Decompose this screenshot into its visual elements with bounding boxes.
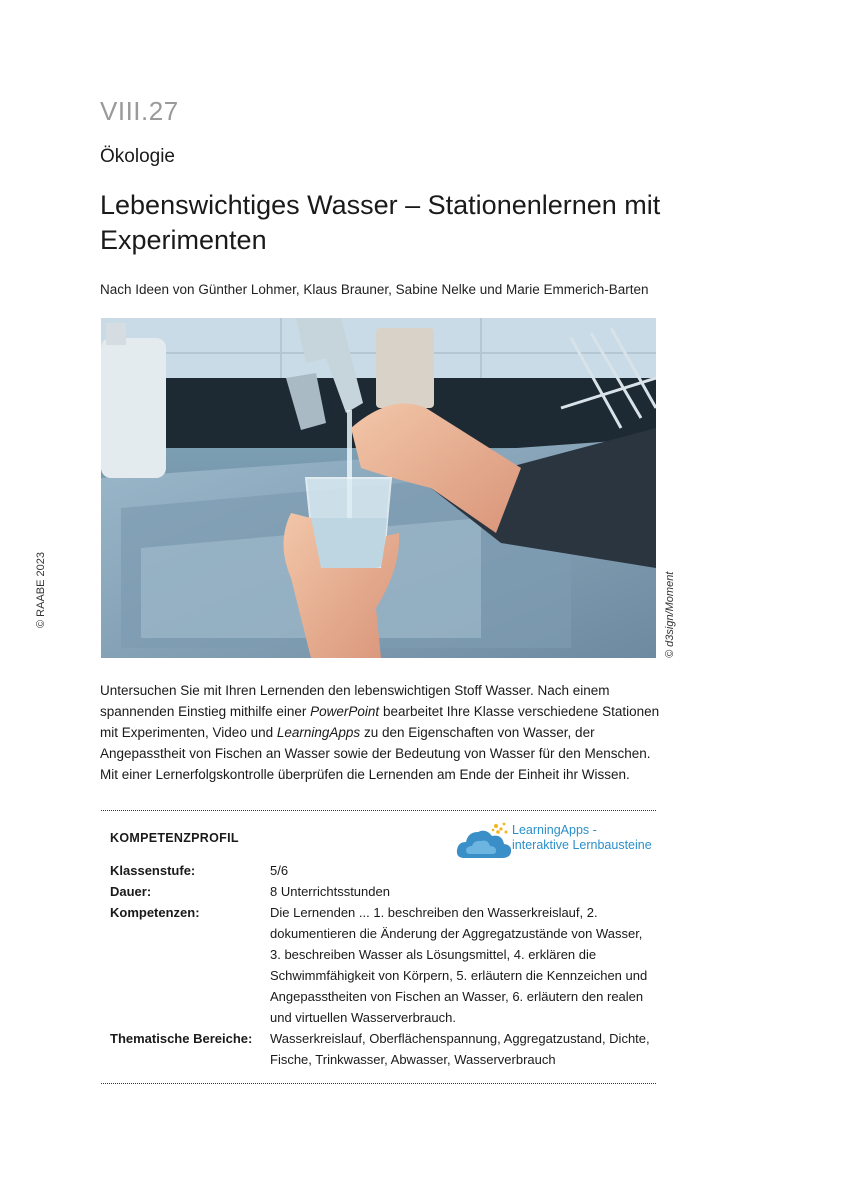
learningapps-logo-text <box>512 823 652 853</box>
profile-heading: KOMPETENZPROFIL <box>110 831 239 845</box>
cloud-icon <box>456 820 516 864</box>
profile-row-kompetenzen <box>110 902 660 1028</box>
profile-label: Klassenstufe: <box>110 863 196 878</box>
page-title: Lebenswichtiges Wasser – Stationenlernen mit Experimenten <box>100 190 661 255</box>
photo-credit: © d3sign/Moment <box>664 571 676 658</box>
profile-label: Kompetenzen: <box>110 905 200 920</box>
authors-line: Nach Ideen von Günther Lohmer, Klaus Brauner, Sabine Nelke und Marie Emmerich-Barten <box>100 282 649 297</box>
learningapps-logo-line1: LearningApps - <box>512 823 597 837</box>
divider-bottom <box>101 1083 656 1084</box>
intro-text-2: bearbeitet Ihre Klasse verschiedene Stationen mit Experimenten, Video und <box>100 704 660 740</box>
copyright-note: © RAABE 2023 <box>35 552 47 628</box>
divider-top <box>101 810 656 811</box>
profile-row-thematische-bereiche <box>110 1028 660 1070</box>
intro-em-powerpoint: PowerPoint <box>310 704 380 719</box>
profile-label: Dauer: <box>110 884 152 899</box>
profile-label: Thematische Bereiche: <box>110 1031 253 1046</box>
intro-text-1: Untersuchen Sie mit Ihren Lernenden den lebenswichtigen Stoff Wasser. Nach einem spannenden Einstieg mithilfe einer <box>100 683 610 719</box>
intro-paragraph <box>100 680 660 785</box>
profile-value: Wasserkreislauf, Oberflächenspannung, Aggregatzustand, Dichte, Fische, Trinkwasser, Abwasser, Wasserverbrauch <box>270 1031 650 1067</box>
learningapps-logo-line2: interaktive Lernbausteine <box>512 838 652 852</box>
section-code: VIII.27 <box>100 96 179 126</box>
subject-heading: Ökologie <box>100 146 175 167</box>
profile-value: 5/6 <box>270 863 289 878</box>
profile-value: Die Lernenden ... 1. beschreiben den Wasserkreislauf, 2. dokumentieren die Änderung der Aggregatzustände von Wasser, 3. beschreiben Wasser als Lösungsmittel, 4. erklären die Schwimmfähigkeit von Körpern, 5. erläutern die Kennzeichen und Angepasstheiten von Fischen an Wasser, 6. erläutern den realen und virtuellen Wasserverbrauch. <box>270 905 648 1025</box>
profile-value: 8 Unterrichtsstunden <box>270 884 390 899</box>
photo-water-glass <box>101 318 656 658</box>
intro-em-learningapps: LearningApps <box>276 725 361 740</box>
intro-text-3: zu den Eigenschaften von Wasser, der Angepasstheit von Fischen an Wasser sowie der Bedeutung von Wasser für den Menschen. Mit einer Lernerfolgskontrolle überprüfen die Lernenden am Ende der Einheit ihr Wissen. <box>100 725 651 782</box>
